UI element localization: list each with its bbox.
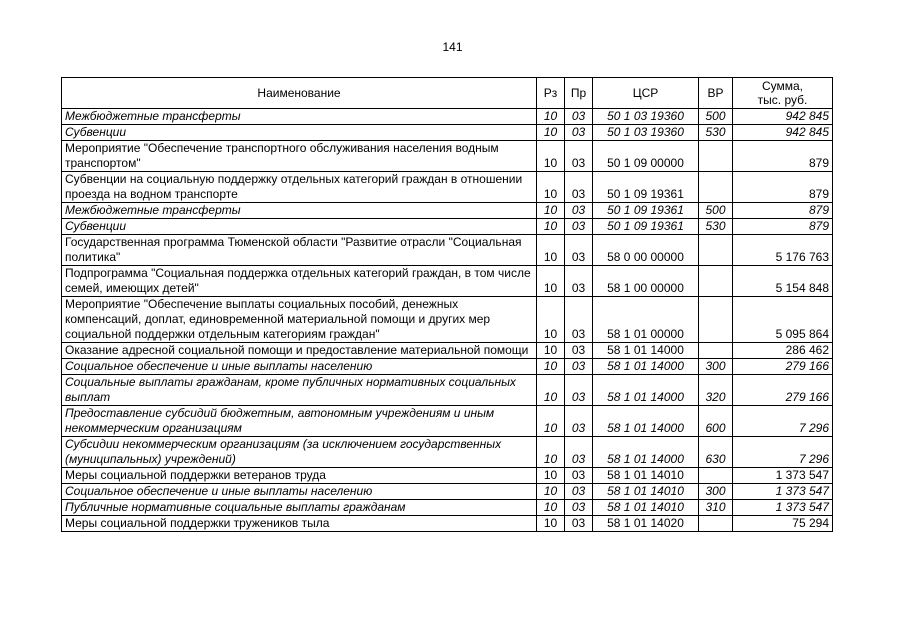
row-pr-cell: 03 [565,203,593,219]
row-sum-cell: 879 [733,172,833,203]
row-name-cell: Субвенции на социальную поддержку отдельных категорий граждан в отношении проезда на водном транспорте [62,172,537,203]
row-pr-cell: 03 [565,235,593,266]
row-csr-cell: 58 1 01 14000 [593,359,699,375]
row-csr-cell: 50 1 09 19361 [593,219,699,235]
header-rz: Рз [537,78,565,109]
row-rz-cell: 10 [537,125,565,141]
row-sum-cell: 942 845 [733,109,833,125]
row-csr-cell: 58 1 01 14010 [593,500,699,516]
row-rz-cell: 10 [537,109,565,125]
row-name-cell: Меры социальной поддержки ветеранов труда [62,468,537,484]
table-row [62,375,833,406]
row-vr-cell: 300 [699,359,733,375]
row-rz-cell: 10 [537,172,565,203]
header-pr: Пр [565,78,593,109]
row-sum-cell: 879 [733,219,833,235]
row-pr-cell: 03 [565,516,593,532]
row-vr-cell: 300 [699,484,733,500]
row-pr-cell: 03 [565,172,593,203]
row-vr-cell: 530 [699,125,733,141]
row-pr-cell: 03 [565,266,593,297]
row-vr-cell [699,172,733,203]
row-sum-cell: 5 095 864 [733,297,833,343]
table-row [62,125,833,141]
row-vr-cell [699,235,733,266]
row-sum-cell: 1 373 547 [733,484,833,500]
row-sum-cell: 879 [733,141,833,172]
row-rz-cell: 10 [537,500,565,516]
row-pr-cell: 03 [565,219,593,235]
row-rz-cell: 10 [537,516,565,532]
row-name-cell: Подпрограмма "Социальная поддержка отдельных категорий граждан, в том числе семей, имеющих детей" [62,266,537,297]
row-csr-cell: 58 1 01 00000 [593,297,699,343]
table-row [62,516,833,532]
row-rz-cell: 10 [537,468,565,484]
row-csr-cell: 58 1 01 14000 [593,437,699,468]
row-rz-cell: 10 [537,235,565,266]
table-row [62,297,833,343]
row-csr-cell: 50 1 03 19360 [593,125,699,141]
row-name-cell: Государственная программа Тюменской области "Развитие отрасли "Социальная политика" [62,235,537,266]
row-vr-cell [699,468,733,484]
table-row [62,406,833,437]
table-row [62,500,833,516]
row-csr-cell: 58 1 01 14000 [593,406,699,437]
table-row [62,172,833,203]
row-rz-cell: 10 [537,141,565,172]
page-number: 141 [442,40,463,54]
table-header-row [62,78,833,109]
table-row [62,109,833,125]
row-pr-cell: 03 [565,500,593,516]
header-name: Наименование [62,78,537,109]
row-csr-cell: 58 1 01 14000 [593,343,699,359]
row-csr-cell: 58 1 01 14010 [593,468,699,484]
row-name-cell: Субвенции [62,219,537,235]
row-vr-cell: 320 [699,375,733,406]
row-sum-cell: 5 154 848 [733,266,833,297]
row-vr-cell: 600 [699,406,733,437]
row-sum-cell: 7 296 [733,437,833,468]
row-pr-cell: 03 [565,141,593,172]
row-sum-cell: 879 [733,203,833,219]
row-vr-cell: 630 [699,437,733,468]
table-row [62,437,833,468]
row-vr-cell: 500 [699,109,733,125]
row-csr-cell: 58 0 00 00000 [593,235,699,266]
row-name-cell: Мероприятие "Обеспечение выплаты социальных пособий, денежных компенсаций, доплат, единовременной материальной помощи и других мер социальной поддержки отдельным категориям граждан" [62,297,537,343]
row-csr-cell: 58 1 01 14020 [593,516,699,532]
row-rz-cell: 10 [537,297,565,343]
row-name-cell: Межбюджетные трансферты [62,203,537,219]
row-sum-cell: 1 373 547 [733,500,833,516]
row-sum-cell: 7 296 [733,406,833,437]
row-pr-cell: 03 [565,297,593,343]
row-pr-cell: 03 [565,437,593,468]
table-row [62,484,833,500]
row-pr-cell: 03 [565,125,593,141]
row-rz-cell: 10 [537,375,565,406]
row-pr-cell: 03 [565,468,593,484]
row-csr-cell: 50 1 09 00000 [593,141,699,172]
table-row [62,203,833,219]
row-vr-cell: 530 [699,219,733,235]
row-vr-cell [699,266,733,297]
row-name-cell: Меры социальной поддержки тружеников тыла [62,516,537,532]
row-rz-cell: 10 [537,343,565,359]
row-csr-cell: 50 1 09 19361 [593,172,699,203]
row-vr-cell: 310 [699,500,733,516]
row-vr-cell [699,343,733,359]
header-csr: ЦСР [593,78,699,109]
row-name-cell: Социальное обеспечение и иные выплаты населению [62,359,537,375]
header-sum-line1: Сумма, [761,79,804,93]
row-name-cell: Социальное обеспечение и иные выплаты населению [62,484,537,500]
row-name-cell: Публичные нормативные социальные выплаты гражданам [62,500,537,516]
row-name-cell: Предоставление субсидий бюджетным, автономным учреждениям и иным некоммерческим организациям [62,406,537,437]
table-row [62,219,833,235]
row-vr-cell [699,516,733,532]
table-row [62,235,833,266]
row-name-cell: Оказание адресной социальной помощи и предоставление материальной помощи [62,343,537,359]
row-sum-cell: 279 166 [733,375,833,406]
table-row [62,468,833,484]
row-rz-cell: 10 [537,437,565,468]
row-pr-cell: 03 [565,406,593,437]
row-sum-cell: 286 462 [733,343,833,359]
budget-table [61,77,833,532]
row-name-cell: Субвенции [62,125,537,141]
table-row [62,359,833,375]
row-sum-cell: 1 373 547 [733,468,833,484]
header-sum-line2: тыс. руб. [757,93,808,107]
row-name-cell: Межбюджетные трансферты [62,109,537,125]
header-sum [733,78,833,109]
table-row [62,141,833,172]
row-name-cell: Субсидии некоммерческим организациям (за исключением государственных (муниципальных) учреждений) [62,437,537,468]
row-name-cell: Мероприятие "Обеспечение транспортного обслуживания населения водным транспортом" [62,141,537,172]
row-rz-cell: 10 [537,406,565,437]
row-csr-cell: 50 1 03 19360 [593,109,699,125]
header-vr: ВР [699,78,733,109]
row-rz-cell: 10 [537,219,565,235]
row-pr-cell: 03 [565,109,593,125]
row-sum-cell: 942 845 [733,125,833,141]
row-rz-cell: 10 [537,359,565,375]
row-csr-cell: 58 1 01 14010 [593,484,699,500]
row-sum-cell: 5 176 763 [733,235,833,266]
table-body [62,109,833,532]
row-rz-cell: 10 [537,203,565,219]
row-pr-cell: 03 [565,359,593,375]
row-sum-cell: 279 166 [733,359,833,375]
row-rz-cell: 10 [537,484,565,500]
row-name-cell: Социальные выплаты гражданам, кроме публичных нормативных социальных выплат [62,375,537,406]
row-pr-cell: 03 [565,375,593,406]
row-vr-cell: 500 [699,203,733,219]
table-row [62,343,833,359]
row-vr-cell [699,297,733,343]
row-csr-cell: 58 1 01 14000 [593,375,699,406]
row-csr-cell: 50 1 09 19361 [593,203,699,219]
row-sum-cell: 75 294 [733,516,833,532]
row-rz-cell: 10 [537,266,565,297]
row-pr-cell: 03 [565,484,593,500]
row-csr-cell: 58 1 00 00000 [593,266,699,297]
table-row [62,266,833,297]
row-pr-cell: 03 [565,343,593,359]
row-vr-cell [699,141,733,172]
